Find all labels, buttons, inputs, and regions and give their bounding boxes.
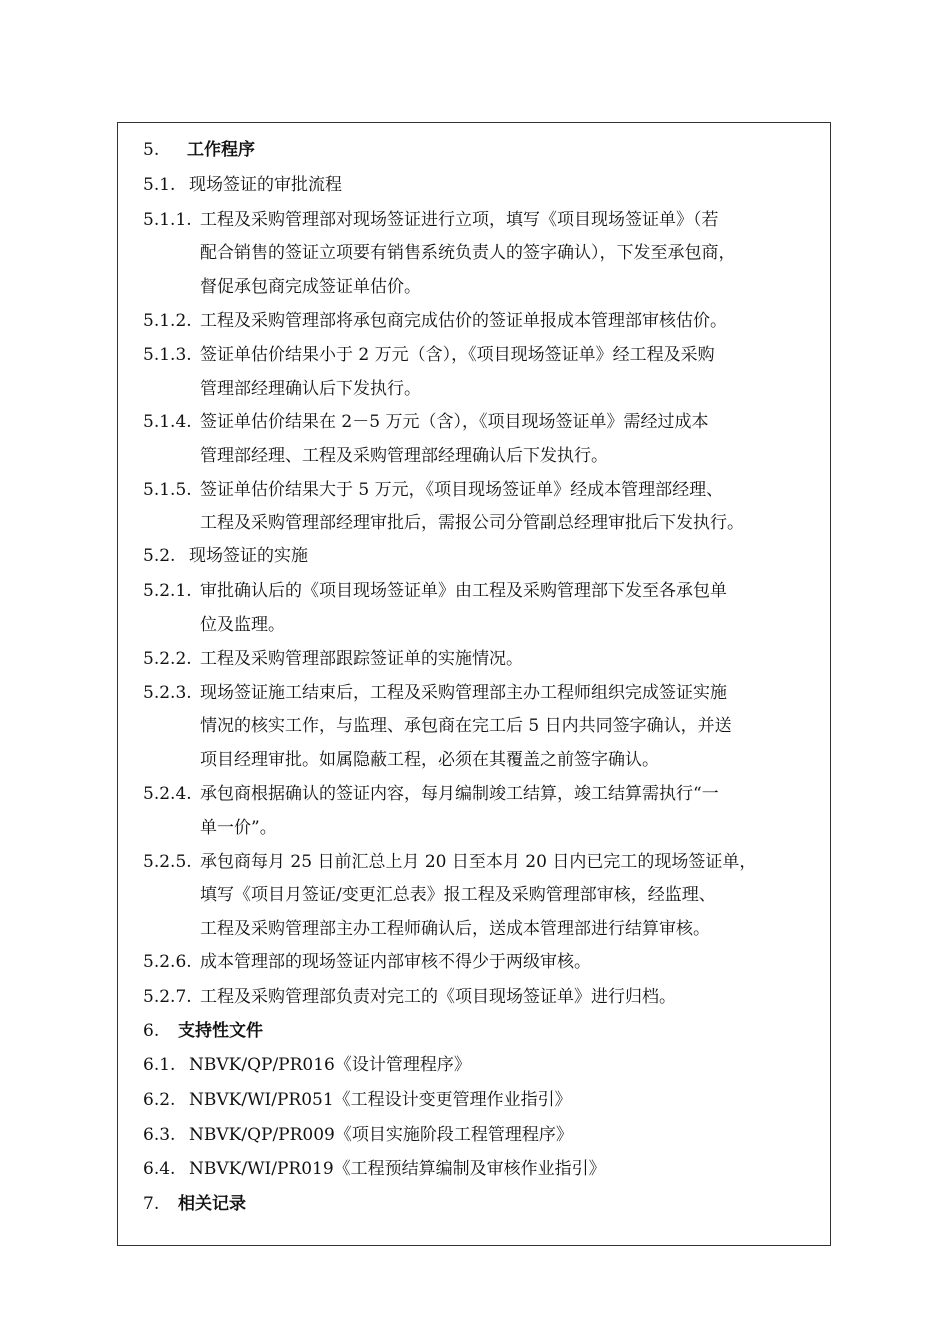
item-number: 6.1. bbox=[143, 1055, 176, 1075]
item-5-1-1 bbox=[143, 209, 719, 231]
item-text: 承包商根据确认的签证内容，每月编制竣工结算，竣工结算需执行“一 bbox=[200, 784, 719, 804]
item-5-2-1 bbox=[143, 580, 727, 602]
reference-6-3 bbox=[143, 1124, 573, 1146]
item-continuation: 情况的核实工作，与监理、承包商在完工后 5 日内共同签字确认，并送 bbox=[200, 716, 732, 736]
item-5-1-2 bbox=[143, 310, 727, 332]
item-number: 5.2.7. bbox=[143, 987, 192, 1007]
item-continuation: 督促承包商完成签证单估价。 bbox=[200, 277, 421, 297]
section-title: 支持性文件 bbox=[178, 1021, 263, 1041]
reference-6-4 bbox=[143, 1158, 606, 1180]
section-7-heading bbox=[143, 1193, 246, 1215]
section-number: 5. bbox=[143, 140, 160, 160]
item-text: 现场签证施工结束后，工程及采购管理部主办工程师组织完成签证实施 bbox=[200, 683, 727, 703]
reference-6-2 bbox=[143, 1089, 572, 1111]
item-text: 工程及采购管理部跟踪签证单的实施情况。 bbox=[200, 649, 523, 669]
item-text: 签证单估价结果小于 2 万元（含），《项目现场签证单》经工程及采购 bbox=[200, 345, 715, 365]
item-5-2-4 bbox=[143, 783, 719, 805]
reference-6-1 bbox=[143, 1054, 471, 1076]
item-text: 承包商每月 25 日前汇总上月 20 日至本月 20 日内已完工的现场签证单， bbox=[200, 852, 757, 872]
item-number: 5.2.1. bbox=[143, 581, 192, 601]
item-number: 5.1.3. bbox=[143, 345, 192, 365]
item-text: 签证单估价结果在 2－5 万元（含），《项目现场签证单》需经过成本 bbox=[200, 412, 709, 432]
item-5-2-2 bbox=[143, 648, 523, 670]
reference-text: NBVK/WI/PR051《工程设计变更管理作业指引》 bbox=[189, 1090, 572, 1110]
item-continuation: 单一价”。 bbox=[200, 818, 277, 838]
item-text: 签证单估价结果大于 5 万元，《项目现场签证单》经成本管理部经理、 bbox=[200, 480, 724, 500]
item-number: 5.2.2. bbox=[143, 649, 192, 669]
item-5-1-5 bbox=[143, 479, 723, 501]
item-5-2-6 bbox=[143, 951, 591, 973]
item-5-2-5 bbox=[143, 851, 756, 873]
section-6-heading bbox=[143, 1020, 263, 1042]
section-number: 6. bbox=[143, 1021, 160, 1041]
item-number: 6.4. bbox=[143, 1159, 176, 1179]
item-5-1-3 bbox=[143, 344, 715, 366]
item-text: 审批确认后的《项目现场签证单》由工程及采购管理部下发至各承包单 bbox=[200, 581, 727, 601]
item-number: 5.1.5. bbox=[143, 480, 192, 500]
section-title: 现场签证的实施 bbox=[189, 546, 308, 566]
section-number: 7. bbox=[143, 1194, 160, 1214]
item-continuation: 管理部经理确认后下发执行。 bbox=[200, 379, 421, 399]
item-number: 5.1.1. bbox=[143, 210, 192, 230]
section-5-2 bbox=[143, 545, 308, 567]
item-5-2-7 bbox=[143, 986, 676, 1008]
section-title: 现场签证的审批流程 bbox=[189, 175, 342, 195]
item-number: 5.2.5. bbox=[143, 852, 192, 872]
item-text: 工程及采购管理部对现场签证进行立项，填写《项目现场签证单》（若 bbox=[200, 210, 719, 230]
item-text: 工程及采购管理部将承包商完成估价的签证单报成本管理部审核估价。 bbox=[200, 311, 727, 331]
section-number: 5.1. bbox=[143, 175, 176, 195]
section-5-1 bbox=[143, 174, 342, 196]
item-text: 工程及采购管理部负责对完工的《项目现场签证单》进行归档。 bbox=[200, 987, 676, 1007]
reference-text: NBVK/QP/PR009《项目实施阶段工程管理程序》 bbox=[189, 1125, 573, 1145]
item-continuation: 配合销售的签证立项要有销售系统负责人的签字确认），下发至承包商， bbox=[200, 243, 736, 263]
item-number: 5.1.2. bbox=[143, 311, 192, 331]
item-number: 5.2.6. bbox=[143, 952, 192, 972]
item-continuation: 位及监理。 bbox=[200, 615, 285, 635]
section-5-heading bbox=[143, 139, 255, 161]
item-continuation: 工程及采购管理部主办工程师确认后，送成本管理部进行结算审核。 bbox=[200, 919, 710, 939]
item-number: 6.3. bbox=[143, 1125, 176, 1145]
reference-text: NBVK/WI/PR019《工程预结算编制及审核作业指引》 bbox=[189, 1159, 606, 1179]
section-title: 相关记录 bbox=[178, 1194, 246, 1214]
item-number: 5.1.4. bbox=[143, 412, 192, 432]
item-continuation: 项目经理审批。如属隐蔽工程，必须在其覆盖之前签字确认。 bbox=[200, 750, 659, 770]
item-continuation: 工程及采购管理部经理审批后，需报公司分管副总经理审批后下发执行。 bbox=[200, 513, 744, 533]
section-title: 工作程序 bbox=[187, 140, 255, 160]
item-number: 6.2. bbox=[143, 1090, 176, 1110]
item-continuation: 填写《项目月签证/变更汇总表》报工程及采购管理部审核，经监理、 bbox=[200, 885, 716, 905]
section-number: 5.2. bbox=[143, 546, 176, 566]
item-text: 成本管理部的现场签证内部审核不得少于两级审核。 bbox=[200, 952, 591, 972]
item-number: 5.2.4. bbox=[143, 784, 192, 804]
item-5-1-4 bbox=[143, 411, 708, 433]
item-5-2-3 bbox=[143, 682, 727, 704]
item-number: 5.2.3. bbox=[143, 683, 192, 703]
reference-text: NBVK/QP/PR016《设计管理程序》 bbox=[189, 1055, 471, 1075]
item-continuation: 管理部经理、工程及采购管理部经理确认后下发执行。 bbox=[200, 446, 608, 466]
